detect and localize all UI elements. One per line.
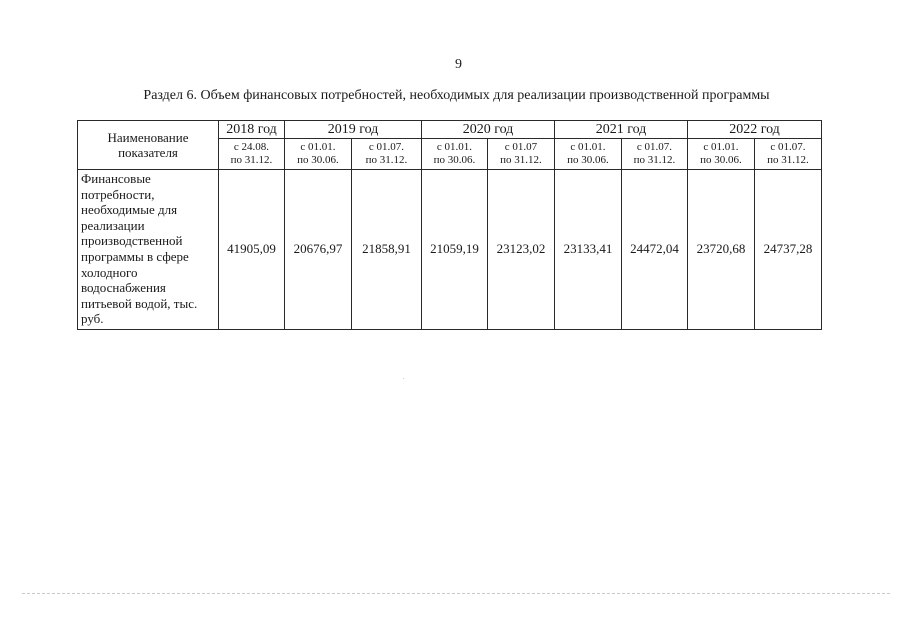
indicator-header: Наименование показателя	[78, 121, 219, 170]
period-header-2020-1	[422, 139, 488, 170]
period-to: по 31.12.	[230, 154, 273, 166]
year-header-2022: 2022 год	[688, 121, 822, 139]
row-label: Финансовые потребности, необходимые для реализации производственной программы в сфере холодного водоснабжения питьевой водой, тыс. руб.	[78, 170, 219, 330]
value-cell: 24737,28	[755, 170, 822, 330]
period-from: с 24.08.	[233, 141, 270, 153]
period-from: с 01.01.	[570, 141, 606, 153]
section-title: Раздел 6. Объем финансовых потребностей, необходимых для реализации производственной программы	[143, 88, 770, 103]
period-to: по 31.12.	[633, 154, 676, 166]
period-from: с 01.07.	[770, 141, 806, 153]
value-cell: 23720,68	[688, 170, 755, 330]
period-to: по 31.12.	[365, 154, 408, 166]
period-to: по 30.06.	[700, 154, 742, 166]
period-header-2020-2	[488, 139, 555, 170]
period-to: по 30.06.	[567, 154, 609, 166]
period-header-2019-1	[285, 139, 352, 170]
year-header-row	[78, 121, 822, 139]
year-header-2019: 2019 год	[285, 121, 422, 139]
scan-speck	[403, 378, 404, 379]
period-to: по 31.12.	[767, 154, 809, 166]
period-to: по 30.06.	[297, 154, 339, 166]
period-header-2022-1	[688, 139, 755, 170]
value-cell: 23133,41	[555, 170, 622, 330]
period-header-2018-1	[219, 139, 285, 170]
period-header-2019-2	[352, 139, 422, 170]
year-header-2021: 2021 год	[555, 121, 688, 139]
period-header-2021-1	[555, 139, 622, 170]
period-from: с 01.01.	[703, 141, 739, 153]
page-number: 9	[455, 57, 462, 72]
period-from: с 01.07.	[368, 141, 405, 153]
value-cell: 23123,02	[488, 170, 555, 330]
period-to: по 31.12.	[500, 154, 542, 166]
year-header-2020: 2020 год	[422, 121, 555, 139]
table-row	[78, 170, 822, 330]
period-from: с 01.07	[504, 141, 538, 153]
value-cell: 20676,97	[285, 170, 352, 330]
value-cell: 41905,09	[219, 170, 285, 330]
period-header-2022-2	[755, 139, 822, 170]
value-cell: 24472,04	[622, 170, 688, 330]
scan-edge-line	[22, 593, 892, 594]
value-cell: 21858,91	[352, 170, 422, 330]
period-to: по 30.06.	[433, 154, 476, 166]
year-header-2018: 2018 год	[219, 121, 285, 139]
period-from: с 01.01.	[436, 141, 473, 153]
period-header-2021-2	[622, 139, 688, 170]
value-cell: 21059,19	[422, 170, 488, 330]
period-from: с 01.07.	[636, 141, 673, 153]
financial-needs-table	[77, 120, 822, 330]
period-from: с 01.01.	[300, 141, 336, 153]
